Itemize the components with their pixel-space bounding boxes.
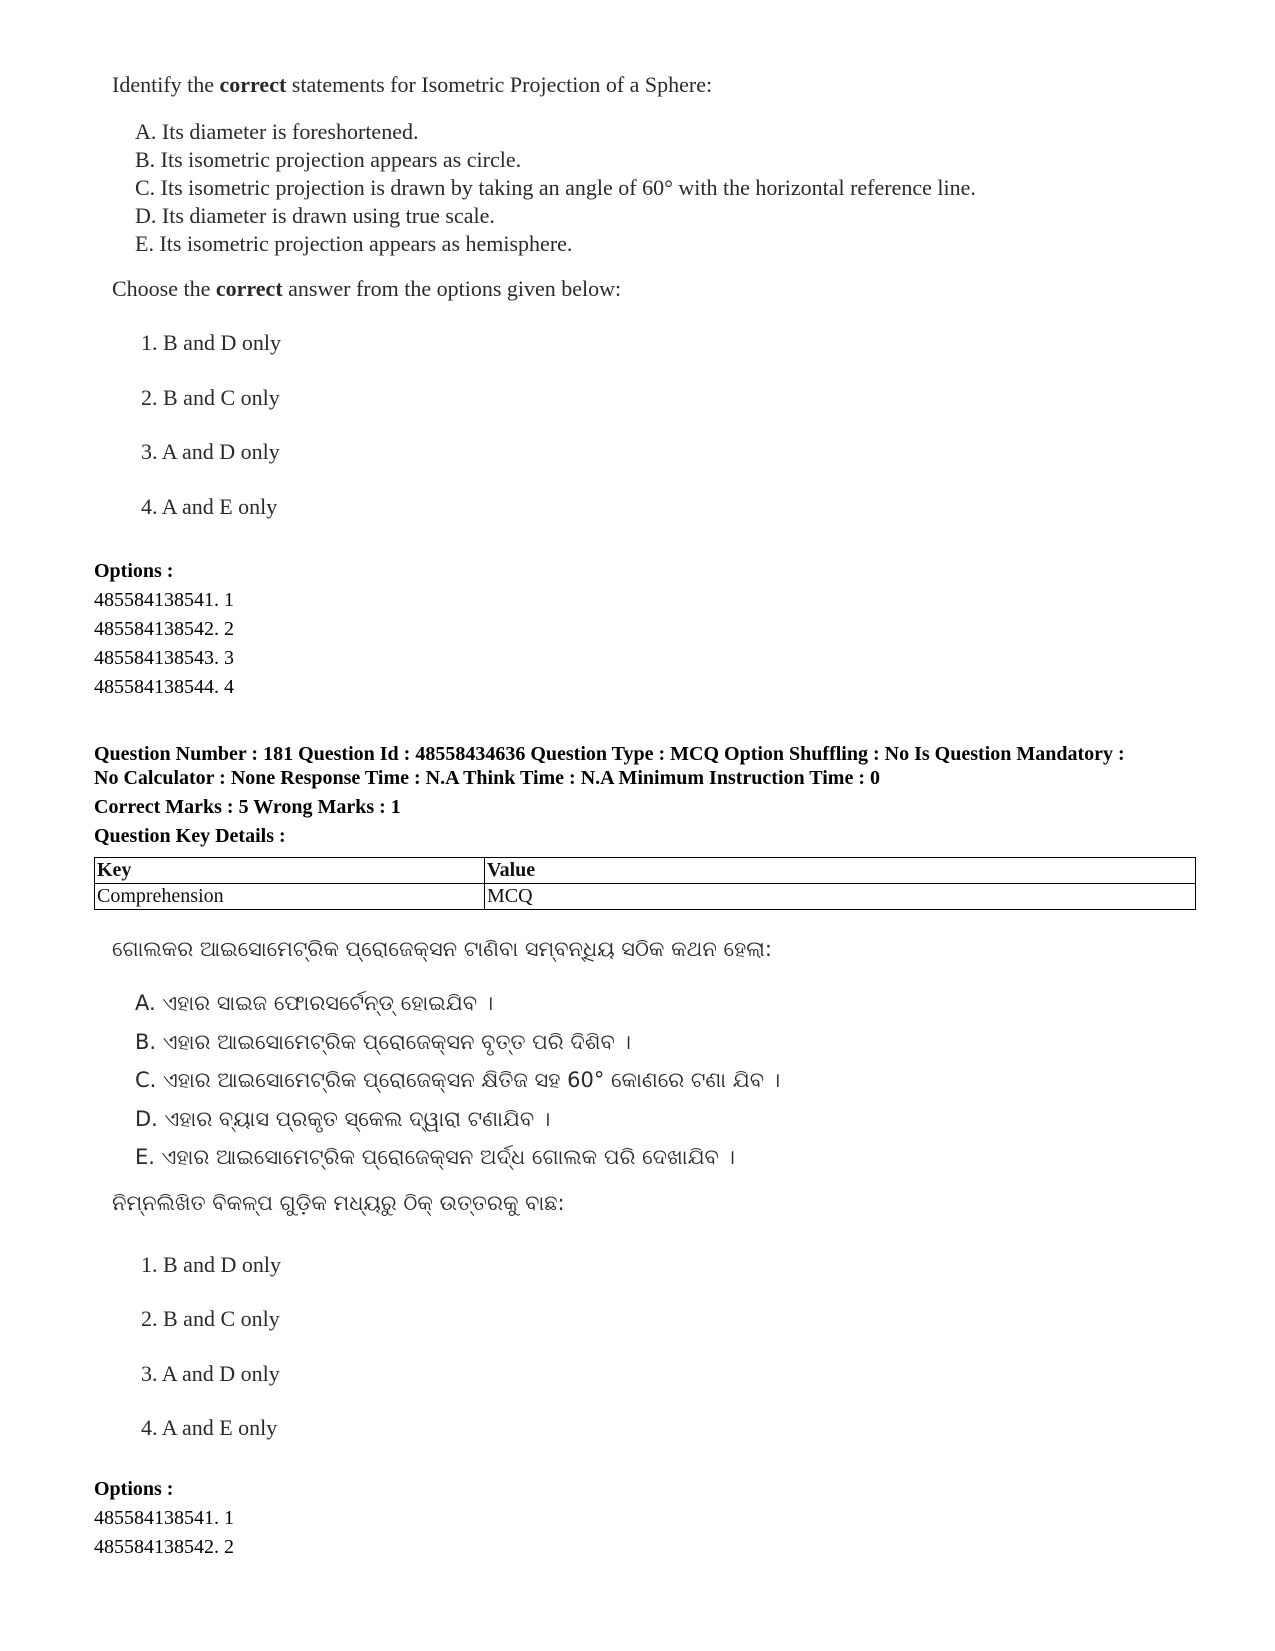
statement-d: D. Its diameter is drawn using true scale.	[135, 203, 495, 228]
option-item: 485584138542. 2	[94, 1536, 234, 1558]
table-row	[95, 884, 1196, 910]
metadata-line-2: No Calculator : None Response Time : N.A Think Time : N.A Minimum Instruction Time : 0	[94, 767, 880, 789]
statement-c-odia: C. ଏହାର ଆଇସୋମେଟ୍ରିକ ପ୍ରୋଜେକ୍ସନ କ୍ଷିତିଜ ସହ 60° କୋଣରେ ଟଣା ଯିବ ।	[135, 1068, 781, 1092]
options-block-top	[94, 557, 234, 702]
answer-choice: 2. B and C only	[141, 384, 280, 410]
answer-choice: 3. A and D only	[141, 439, 280, 464]
question-intro-odia: ଗୋଲକର ଆଇସୋମେଟ୍ରିକ ପ୍ରୋଜେକ୍ସନ ଟାଣିବା ସମ୍ବନ୍ଧିୟ ସଠିକ କଥନ ହେଲା:	[112, 937, 772, 961]
table-header-key: Key	[95, 858, 485, 884]
statement-d-odia: D. ଏହାର ବ୍ୟାସ ପ୍ରକୃତ ସ୍କେଲ ଦ୍ୱାରା ଟଣାଯିବ ।	[135, 1106, 551, 1131]
answer-choice: 1. B and D only	[141, 1251, 281, 1277]
statement-a: A. Its diameter is foreshortened.	[135, 119, 419, 144]
options-block-bottom	[94, 1475, 234, 1562]
options-heading: Options :	[94, 1478, 174, 1500]
table-header-row	[95, 858, 1196, 884]
question-image-english	[112, 72, 976, 534]
choose-instruction: Choose the correct answer from the options given below:	[112, 276, 622, 301]
option-item: 485584138541. 1	[94, 589, 234, 611]
statement-c: C. Its isometric projection is drawn by taking an angle of 60° with the horizontal reference line.	[135, 175, 976, 200]
question-intro: Identify the correct statements for Isometric Projection of a Sphere:	[112, 72, 713, 97]
answer-choice: 4. A and E only	[141, 1415, 278, 1440]
statement-e-odia: E. ଏହାର ଆଇସୋମେଟ୍ରିକ ପ୍ରୋଜେକ୍ସନ ଅର୍ଦ୍ଧ ଗୋଲକ ପରି ଦେଖାଯିବ ।	[135, 1145, 736, 1169]
question-image-odia	[112, 937, 780, 1456]
question-metadata	[94, 742, 1125, 848]
metadata-line-1: Question Number : 181 Question Id : 48558434636 Question Type : MCQ Option Shuffling : No Is Question Mandatory :	[94, 743, 1125, 765]
option-item: 485584138541. 1	[94, 1507, 234, 1529]
answer-choice: 3. A and D only	[141, 1360, 280, 1386]
statement-a-odia: A. ଏହାର ସାଇଜ ଫୋରସର୍ଟେନ୍ଡ୍ ହୋଇଯିବ ।	[135, 991, 494, 1015]
key-details-heading: Question Key Details :	[94, 825, 286, 847]
statement-list	[135, 118, 976, 258]
choose-instruction-odia: ନିମ୍ନଲିଖିତ ବିକଳ୍ପ ଗୁଡ଼ିକ ମଧ୍ୟରୁ ଠିକ୍ ଉତ୍ତରକୁ ବାଛ:	[112, 1190, 565, 1215]
options-heading: Options :	[94, 560, 174, 582]
answer-choice: 1. B and D only	[141, 330, 281, 355]
statement-b-odia: B. ଏହାର ଆଇସୋମେଟ୍ରିକ ପ୍ରୋଜେକ୍ସନ ବୃତ୍ତ ପରି ଦିଶିବ ।	[135, 1029, 631, 1054]
answer-choice: 2. B and C only	[141, 1306, 280, 1331]
statement-list-odia	[135, 984, 780, 1177]
table-cell-value: MCQ	[485, 884, 1196, 910]
statement-e: E. Its isometric projection appears as hemisphere.	[135, 231, 573, 256]
option-item: 485584138543. 3	[94, 647, 234, 669]
answer-choices	[141, 316, 976, 534]
answer-choices-odia	[141, 1238, 780, 1456]
table-header-value: Value	[485, 858, 1196, 884]
table-cell-key: Comprehension	[95, 884, 485, 910]
option-item: 485584138542. 2	[94, 618, 234, 640]
option-item: 485584138544. 4	[94, 676, 234, 698]
statement-b: B. Its isometric projection appears as circle.	[135, 147, 522, 172]
answer-choice: 4. A and E only	[141, 493, 278, 519]
marks-line: Correct Marks : 5 Wrong Marks : 1	[94, 796, 401, 818]
key-details-table	[94, 857, 1196, 910]
